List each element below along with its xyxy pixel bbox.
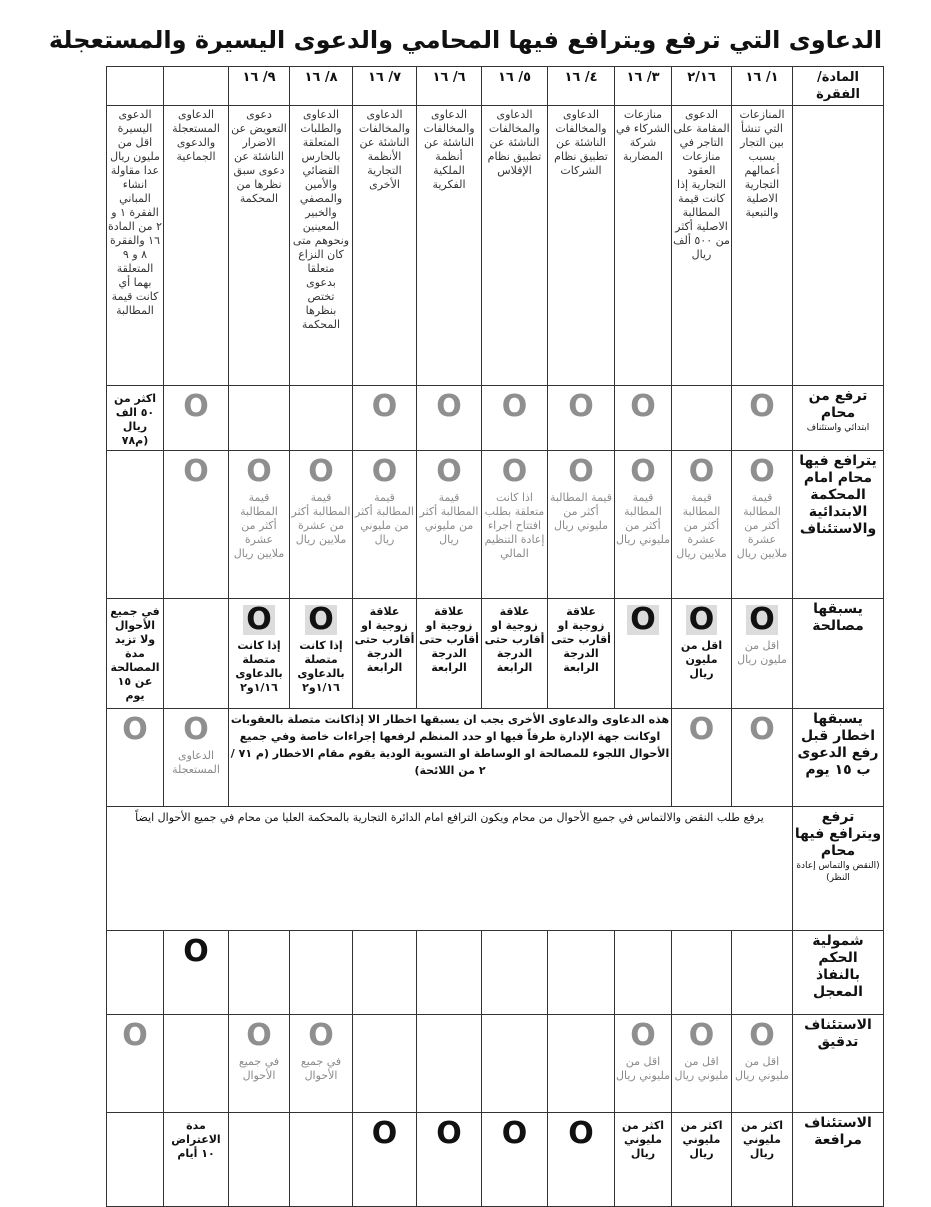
cell (672, 599, 732, 709)
row-header: يسبقها اخطار قبل رفع الدعوى ب ١٥ يوم (793, 709, 884, 807)
cell (353, 451, 417, 599)
row-appeal-pleading (107, 1113, 884, 1207)
cell (672, 1015, 732, 1113)
marker-circle: O (568, 454, 594, 489)
cell (417, 1015, 482, 1113)
marker-circle: O (688, 712, 715, 747)
marker-circle: O (568, 1116, 594, 1151)
row-header (793, 807, 884, 931)
row-filed-by-lawyer (107, 386, 884, 451)
row-header: شمولية الحكم بالنفاذ المعجل (793, 931, 884, 1015)
row-header: يسبقها مصالحة (793, 599, 884, 709)
cell-note: في جميع الأحوال (300, 1055, 342, 1082)
cell-note: اقل من مليون ريال (737, 639, 787, 666)
cell-note: في جميع الأحوال (238, 1055, 280, 1082)
cell-note: اكثر من ٥٠ الف ريال (م٧٨ (113, 392, 157, 447)
column-number: ١/ ١٦ (732, 67, 793, 106)
cell (482, 1113, 548, 1207)
cell-note: مدة الاعتراض ١٠ أيام (171, 1119, 221, 1160)
description-row (107, 106, 884, 386)
cell (107, 1113, 164, 1207)
row-header-sub: (النقض والتماس إعادة النظر) (796, 861, 880, 883)
cell (732, 386, 793, 451)
cell (732, 931, 793, 1015)
cell (482, 599, 548, 709)
cell-note: قيمة المطالبة أكثر من عشرة ملايين ريال (233, 491, 285, 560)
cell-note: اذا كانت متعلقة بطلب افتتاح اجراء إعادة التنظيم المالي (484, 491, 545, 560)
cell (290, 451, 353, 599)
cell (417, 1113, 482, 1207)
cell (353, 599, 417, 709)
cell (548, 386, 615, 451)
column-number (164, 67, 229, 106)
column-description: الدعاوى والمخالفات الناشئة عن أنظمة الملكية الفكرية (417, 106, 482, 386)
column-number: ٢/١٦ (672, 67, 732, 106)
marker-circle: O (371, 1116, 398, 1151)
cell (164, 599, 229, 709)
cell-note: اكثر من مليوني ريال (680, 1119, 723, 1160)
marker-circle: O (749, 712, 775, 747)
marker-circle: O (630, 389, 656, 424)
cell (672, 709, 732, 807)
marker-circle: O (305, 605, 337, 635)
cell (107, 599, 164, 709)
cell-note: اكثر من مليوني ريال (621, 1119, 665, 1160)
row-header (793, 386, 884, 451)
cell (229, 931, 290, 1015)
notice-rule-text: هذه الدعاوى والدعاوى الأخرى يجب ان يسبقها اخطار الا إذاكانت متصلة بالعقوبات اوكانت جهة الإدارة طرفاً فيها او حدد المنظم لرفعها إجراءات خاصة وفي جميع الأحوال اللجوء للمصالحة او الوساطة او التسوية الودية يقوم مقام الاخطار (م ٧١ /٢ من اللائحة) (229, 709, 672, 807)
marker-circle: O (627, 605, 659, 635)
cell-note: قيمة المطالبة أكثر من مليوني ريال (419, 491, 479, 546)
marker-circle: O (688, 1018, 715, 1053)
cell (164, 1113, 229, 1207)
cell-note: قيمة المطالبة أكثر من عشرة ملايين ريال (676, 491, 727, 560)
header-row (107, 67, 884, 106)
cell (353, 931, 417, 1015)
cell (732, 1015, 793, 1113)
cell-note: اقل من مليوني ريال (735, 1055, 789, 1082)
marker-circle: O (686, 605, 718, 635)
marker-circle: O (183, 934, 209, 969)
cell (164, 709, 229, 807)
marker-circle: O (501, 1116, 528, 1151)
cell (417, 386, 482, 451)
row-pleads-before-court (107, 451, 884, 599)
column-description: الدعوى المقامة على التاجر في منازعات العقود التجارية إذا كانت قيمة المطالبة الاصلية أكثر من ٥٠٠ ألف ريال (672, 106, 732, 386)
cell-note: اكثر من مليوني ريال (740, 1119, 784, 1160)
marker-circle: O (371, 454, 398, 489)
column-description: الدعاوى والمخالفات الناشئة عن الأنظمة التجارية الأخرى (353, 106, 417, 386)
cell (229, 386, 290, 451)
cell-note: الدعاوى المستعجلة (172, 749, 220, 776)
cell (548, 1015, 615, 1113)
row-header-text: ترفع من محام (808, 388, 868, 421)
cell (290, 1113, 353, 1207)
marker-circle: O (122, 712, 148, 747)
cell (482, 386, 548, 451)
cell-note: قيمة المطالبة أكثر من مليوني ريال (549, 491, 613, 532)
cell-note: علاقة زوجية او أقارب حتى الدرجة الرابعة (419, 605, 479, 674)
row-expedited-enforcement (107, 931, 884, 1015)
cell (732, 599, 793, 709)
cell (732, 451, 793, 599)
row-header: يترافع فيها محام امام المحكمة الابتدائية والاستئناف (793, 451, 884, 599)
marker-circle: O (243, 605, 275, 635)
cell (732, 1113, 793, 1207)
cell-note: قيمة المطالبة أكثر من عشرة ملايين ريال (736, 491, 788, 560)
cell (615, 386, 672, 451)
cell (290, 386, 353, 451)
cell-note: إذا كانت متصلة بالدعاوى ١/١٦و٢ (235, 639, 283, 694)
cell (290, 1015, 353, 1113)
cell (229, 1113, 290, 1207)
marker-circle: O (183, 712, 209, 747)
marker-circle: O (501, 389, 528, 424)
column-number: ٤/ ١٦ (548, 67, 615, 106)
marker-circle: O (183, 454, 209, 489)
cell (548, 931, 615, 1015)
cell (229, 451, 290, 599)
cell (290, 599, 353, 709)
marker-circle: O (688, 454, 715, 489)
row-appeal-review (107, 1015, 884, 1113)
cell-note: إذا كانت متصلة بالدعاوى ١/١٦و٢ (297, 639, 345, 694)
cell (548, 1113, 615, 1207)
cell (107, 386, 164, 451)
cell-note: اقل من مليوني ريال (616, 1055, 670, 1082)
marker-circle: O (246, 1018, 272, 1053)
column-number: ٦/ ١٦ (417, 67, 482, 106)
cell (164, 931, 229, 1015)
column-description: الدعاوى والمخالفات الناشئة عن تطبيق نظام الإفلاس (482, 106, 548, 386)
lawsuits-table (106, 66, 884, 1207)
cell (615, 1015, 672, 1113)
cell (732, 709, 793, 807)
column-description: المنازعات التي تنشأ بين التجار بسبب أعمالهم التجارية الاصلية والتبعية (732, 106, 793, 386)
cell (482, 931, 548, 1015)
column-description: الدعوى اليسيرة اقل من مليون ريال عدا مقاولة انشاء المباني الفقرة ١ و ٢ من المادة ١٦ والفقرة ٨ و ٩ المتعلقة بهما أي كانت قيمة المطالبة (107, 106, 164, 386)
cell-note: اقل من مليوني ريال (674, 1055, 729, 1082)
marker-circle: O (371, 389, 398, 424)
cell (672, 1113, 732, 1207)
marker-circle: O (436, 1116, 462, 1151)
column-description: الدعاوى والطلبات المتعلقة بالحارس القضائي والأمين والمصفي والخبير المعينين ونحوهم متى كان النزاع متعلقا بدعوى تختص بنظرها المحكمة (290, 106, 353, 386)
cell (615, 931, 672, 1015)
row-header: الاستئناف تدقيق (793, 1015, 884, 1113)
cell (672, 386, 732, 451)
cell-note: قيمة المطالبة أكثر من عشرة ملايين ريال (291, 491, 351, 546)
marker-circle: O (630, 454, 656, 489)
cell-note: علاقة زوجية او أقارب حتى الدرجة الرابعة (484, 605, 545, 674)
cell (615, 451, 672, 599)
cell (107, 1015, 164, 1113)
row-header-text: ترفع ويترافع فيها محام (794, 809, 882, 859)
cell (482, 1015, 548, 1113)
marker-circle: O (122, 1018, 148, 1053)
marker-circle: O (749, 454, 775, 489)
cell (107, 931, 164, 1015)
row-header-sub: ابتدائي واستئناف (806, 423, 870, 433)
marker-circle: O (568, 389, 594, 424)
cell (417, 931, 482, 1015)
marker-circle: O (436, 454, 462, 489)
marker-circle: O (501, 454, 528, 489)
marker-circle: O (746, 605, 778, 635)
cell (548, 451, 615, 599)
cell (229, 599, 290, 709)
empty-cell (793, 106, 884, 386)
column-description: دعوى التعويض عن الاضرار الناشئة عن دعوى سبق نظرها من المحكمة (229, 106, 290, 386)
column-description: الدعاوى والمخالفات الناشئة عن تطبيق نظام الشركات (548, 106, 615, 386)
row-preceded-by-reconciliation (107, 599, 884, 709)
cell-note: قيمة المطالبة أكثر من مليوني ريال (355, 491, 414, 546)
column-number: ٥/ ١٦ (482, 67, 548, 106)
cell (548, 599, 615, 709)
cell (107, 451, 164, 599)
column-number: ٩/ ١٦ (229, 67, 290, 106)
cell (353, 386, 417, 451)
cell (164, 1015, 229, 1113)
row-header: الاستئناف مرافعة (793, 1113, 884, 1207)
marker-circle: O (246, 454, 272, 489)
cell-note: قيمة المطالبة أكثر من مليوني ريال (616, 491, 670, 546)
row-cassation (107, 807, 884, 931)
column-description: الدعاوى المستعجلة والدعوى الجماعية (164, 106, 229, 386)
cell (107, 709, 164, 807)
cell (353, 1113, 417, 1207)
cell (615, 1113, 672, 1207)
cell (164, 451, 229, 599)
marker-circle: O (749, 389, 775, 424)
column-number (107, 67, 164, 106)
column-description: منازعات الشركاء في شركة المضاربة (615, 106, 672, 386)
marker-circle: O (308, 454, 334, 489)
marker-circle: O (183, 389, 209, 424)
cell (417, 451, 482, 599)
cell-note: علاقة زوجية او أقارب حتى الدرجة الرابعة (354, 605, 415, 674)
cell-note: في جميع الأحوال ولا تزيد مدة المصالحة عن ١٥ يوم (110, 605, 160, 702)
cell (229, 1015, 290, 1113)
cell-note: علاقة زوجية او أقارب حتى الدرجة الرابعة (551, 605, 611, 674)
page-title: الدعاوى التي ترفع ويترافع فيها المحامي والدعوى اليسيرة والمستعجلة (48, 26, 883, 54)
cell (672, 931, 732, 1015)
column-number: ٧/ ١٦ (353, 67, 417, 106)
cell (482, 451, 548, 599)
cell (353, 1015, 417, 1113)
row-preceded-by-notice (107, 709, 884, 807)
column-number: ٣/ ١٦ (615, 67, 672, 106)
column-number: ٨/ ١٦ (290, 67, 353, 106)
cell (672, 451, 732, 599)
cell (417, 599, 482, 709)
cell-note: اقل من مليون ريال (680, 639, 723, 680)
cell (164, 386, 229, 451)
cell (615, 599, 672, 709)
corner-header: المادة/ الفقرة (793, 67, 884, 106)
cell (290, 931, 353, 1015)
marker-circle: O (630, 1018, 656, 1053)
marker-circle: O (436, 389, 462, 424)
marker-circle: O (749, 1018, 775, 1053)
marker-circle: O (308, 1018, 334, 1053)
cassation-rule-text: يرفع طلب النقض والالتماس في جميع الأحوال من محام ويكون الترافع امام الدائرة التجارية بالمحكمة العليا من محام في جميع الأحوال ايضاً (107, 807, 793, 931)
